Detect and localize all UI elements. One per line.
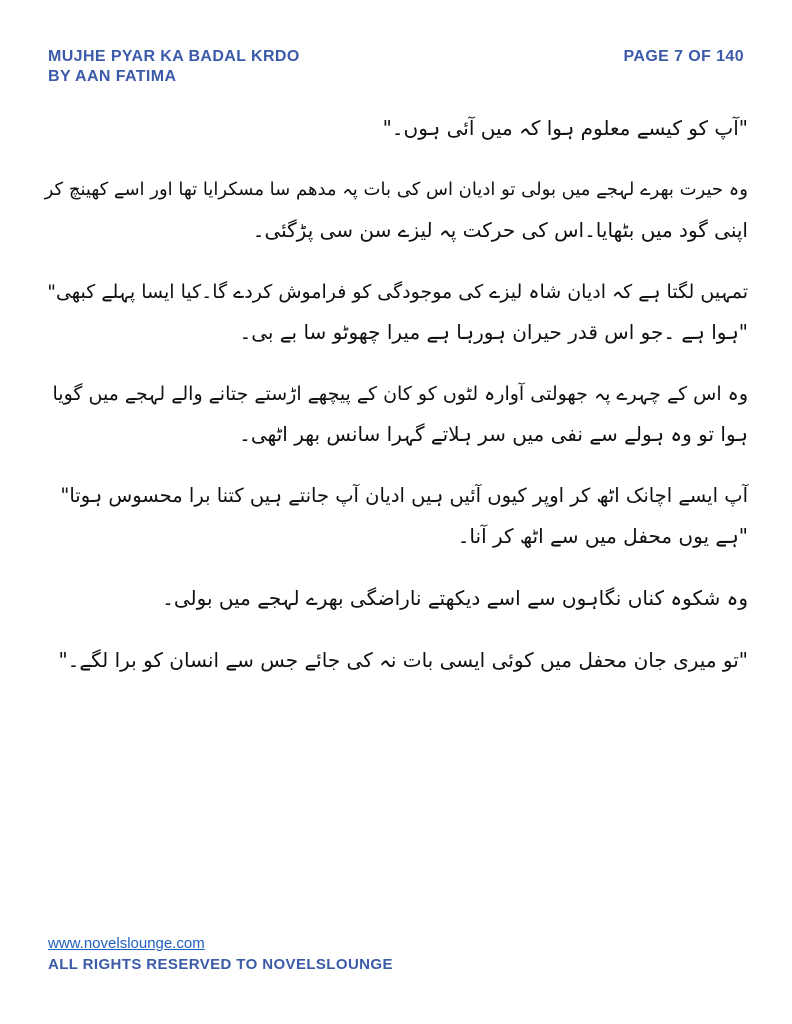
text-line: "ہے یوں محفل میں سے اٹھ کر آنا۔ [457,524,748,548]
website-link[interactable]: www.novelslounge.com [48,935,205,952]
text-line: اپنی گود میں بٹھایا۔اس کی حرکت پہ لیزے سن سی پڑگئی۔ [252,218,748,242]
document-footer [48,934,393,976]
urdu-body-text [44,108,748,680]
novel-title: MUJHE PYAR KA BADAL KRDO [48,48,300,65]
text-line: وہ اس کے چہرے پہ جھولتی آوارہ لٹوں کو کان کے پیچھے اڑستے جتانے والے لہجے میں گویا [52,383,748,405]
text-line: "تو میری جان محفل میں کوئی ایسی بات نہ کی جائے جس سے انسان کو برا لگے۔" [58,648,748,672]
rights-notice: ALL RIGHTS RESERVED TO NOVELSLOUNGE [48,956,393,973]
page-number: PAGE 7 OF 140 [623,48,744,65]
text-line: "آپ کو کیسے معلوم ہوا کہ میں آئی ہوں۔" [382,116,748,140]
document-header-left [48,47,300,87]
text-line: "ہوا ہے ۔جو اس قدر حیران ہورہا ہے میرا چھوٹو سا بے بی۔ [239,320,748,344]
text-line: آپ ایسے اچانک اٹھ کر اوپر کیوں آئیں ہیں ادیان آپ جانتے ہیں کتنا برا محسوس ہوتا" [60,484,748,507]
text-line: وہ حیرت بھرے لہجے میں بولی تو ادیان اس کی بات پہ مدھم سا مسکرایا تھا اور اسے کھینچ کر [44,179,748,200]
text-line: ہوا تو وہ ہولے سے نفی میں سر ہلاتے گہرا سانس بھر اٹھی۔ [239,422,748,446]
author-name: BY AAN FATIMA [48,68,177,85]
text-line: تمہیں لگتا ہے کہ ادیان شاہ لیزے کی موجودگی کو فراموش کردے گا۔کیا ایسا پہلے کبھی" [47,281,748,303]
text-line: وہ شکوہ کناں نگاہوں سے اسے دیکھتے ناراضگی بھرے لہجے میں بولی۔ [162,586,748,610]
